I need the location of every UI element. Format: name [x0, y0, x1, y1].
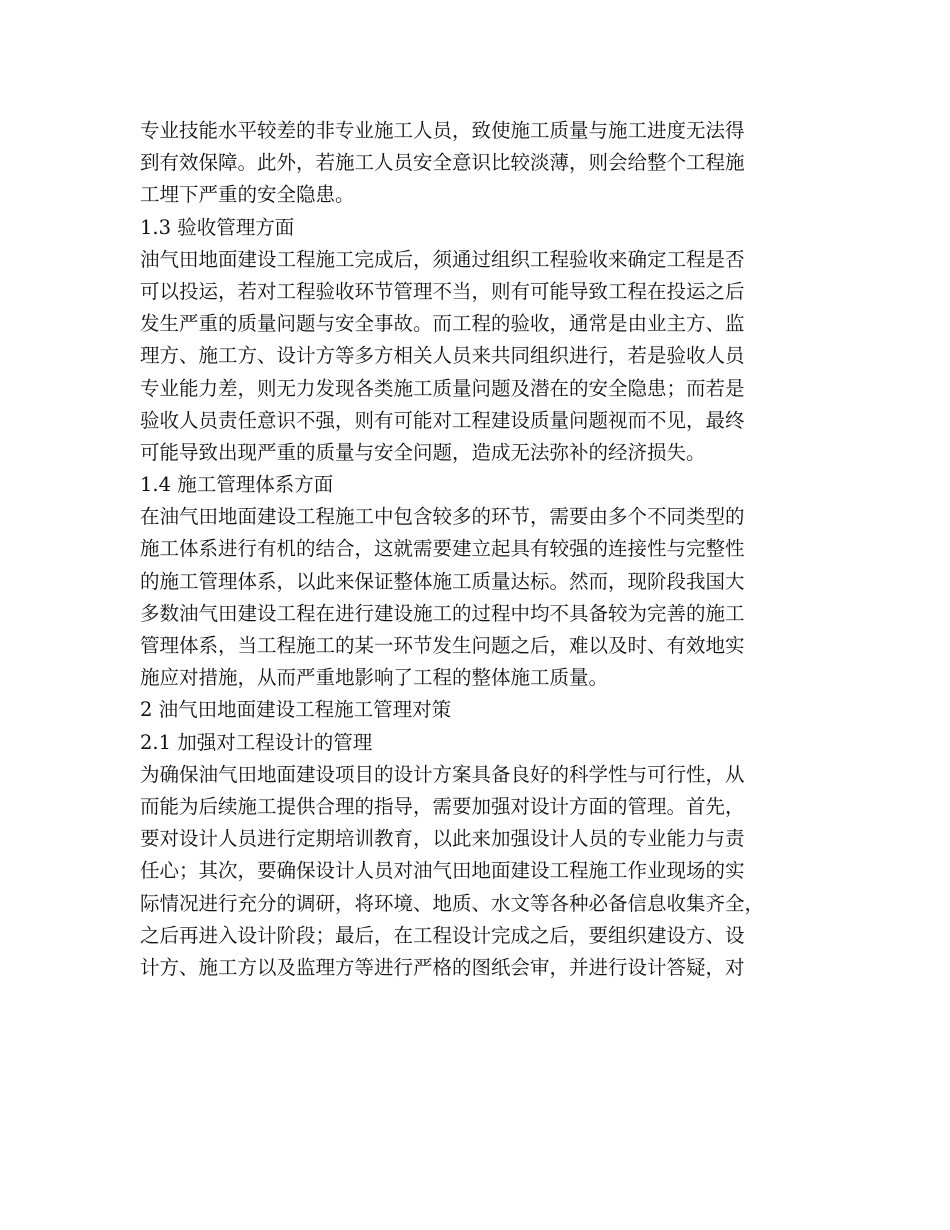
text-line: 工埋下严重的安全隐患。: [140, 183, 355, 207]
text-line: 到有效保障。此外，若施工人员安全意识比较淡薄，则会给整个工程施: [140, 151, 745, 175]
text-line: 专业技能水平较差的非专业施工人员，致使施工质量与施工进度无法得: [140, 119, 745, 142]
text-line: 专业能力差，则无力发现各类施工质量问题及潜在的安全隐患；而若是: [140, 376, 745, 400]
section-heading-2: 2 油气田地面建设工程施工管理对策: [140, 698, 452, 722]
text-line: 而能为后续施工提供合理的指导，需要加强对设计方面的管理。首先，: [140, 794, 745, 818]
text-line: 要对设计人员进行定期培训教育，以此来加强设计人员的专业能力与责: [140, 827, 745, 851]
text-line: 施应对措施，从而严重地影响了工程的整体施工质量。: [140, 666, 609, 690]
text-line: 验收人员责任意识不强，则有可能对工程建设质量问题视而不见，最终: [140, 408, 745, 432]
text-line: 计方、施工方以及监理方等进行严格的图纸会审，并进行设计答疑，对: [140, 955, 745, 979]
text-line: 管理体系，当工程施工的某一环节发生问题之后，难以及时、有效地实: [140, 634, 745, 657]
text-line: 在油气田地面建设工程施工中包含较多的环节，需要由多个不同类型的: [140, 505, 745, 529]
text-line: 多数油气田建设工程在进行建设施工的过程中均不具备较为完善的施工: [140, 601, 745, 625]
text-line: 理方、施工方、设计方等多方相关人员来共同组织进行，若是验收人员: [140, 344, 745, 368]
text-line: 油气田地面建设工程施工完成后，须通过组织工程验收来确定工程是否: [140, 247, 745, 271]
text-line: 可能导致出现严重的质量与安全问题，造成无法弥补的经济损失。: [140, 440, 706, 464]
section-heading-1-3: 1.3 验收管理方面: [140, 215, 295, 239]
text-line: 发生严重的质量问题与安全事故。而工程的验收，通常是由业主方、监: [140, 312, 745, 336]
text-line: 的施工管理体系，以此来保证整体施工质量达标。然而，现阶段我国大: [140, 569, 745, 593]
body-text: [140, 115, 820, 984]
section-heading-2-1: 2.1 加强对工程设计的管理: [140, 730, 373, 754]
text-line: 任心；其次，要确保设计人员对油气田地面建设工程施工作业现场的实: [140, 859, 745, 883]
text-line: 之后再进入设计阶段；最后，在工程设计完成之后，要组织建设方、设: [140, 923, 745, 947]
section-heading-1-4: 1.4 施工管理体系方面: [140, 473, 334, 497]
text-line: 可以投运，若对工程验收环节管理不当，则有可能导致工程在投运之后: [140, 279, 745, 303]
text-line: 际情况进行充分的调研，将环境、地质、水文等各种必备信息收集齐全，: [140, 891, 765, 915]
text-line: 施工体系进行有机的结合，这就需要建立起具有较强的连接性与完整性: [140, 537, 745, 561]
text-line: 为确保油气田地面建设项目的设计方案具备良好的科学性与可行性，从: [140, 762, 745, 786]
